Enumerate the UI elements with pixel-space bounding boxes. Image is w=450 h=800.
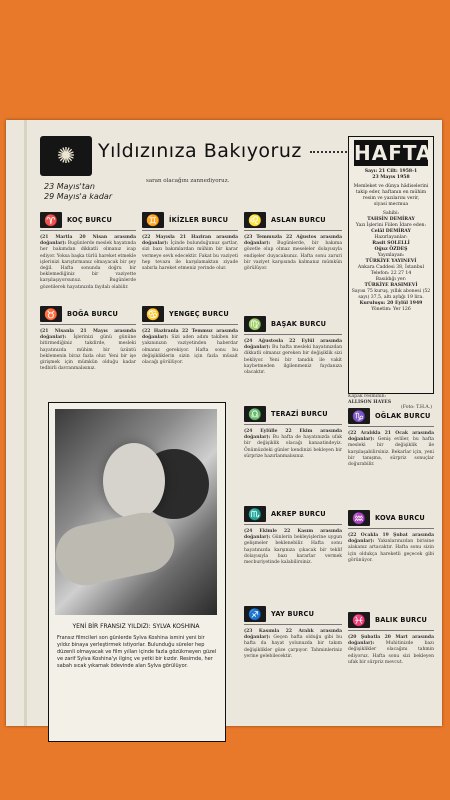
magazine-page xyxy=(6,120,442,726)
page-binding xyxy=(24,120,27,726)
leo-icon: ♌ xyxy=(244,212,266,228)
sign-dates: (23 Kasımla 22 Aralık arasında doğanlar): xyxy=(244,629,342,641)
sign-name: OĞLAK BURCU xyxy=(375,412,431,420)
sign-text: Bugünlerde meslek hayatında her bakımdan dikkatli olmanız icap ediyor. Yoksa başka türlü hareket etmekle işlerinizi karıştırmanız olmayacak bir şey değil. Hafta sonunda doğru bir beklemediğiniz bir vaziyette karşılaşıyorsunuz. Bugünlerde gözetilerek hayatınızda faydalı olabilir. xyxy=(40,241,136,290)
scorpio-icon: ♏ xyxy=(244,506,266,522)
masthead-line: siyasi mecmua xyxy=(373,202,409,207)
aries-icon: ♈ xyxy=(40,212,62,228)
sign-name: TERAZİ BURCU xyxy=(271,410,328,418)
sign-terazi xyxy=(244,406,342,460)
aquarius-icon: ♒ xyxy=(348,510,370,526)
masthead-line: Telefon: 22 27 14 xyxy=(370,271,412,276)
masthead-line: Yönetim: Yer 126 xyxy=(371,307,411,312)
sign-name: İKİZLER BURCU xyxy=(169,216,229,224)
zodiac-wheel-icon: ✺ xyxy=(40,136,92,176)
taurus-icon: ♉ xyxy=(40,306,62,322)
masthead xyxy=(348,136,434,394)
masthead-line: TÜRKİYE BASIMEVİ xyxy=(364,283,418,288)
cancer-icon: ♋ xyxy=(142,306,164,322)
sign-dates: (24 Ekimle 22 Kasım arasında doğanlar): xyxy=(244,529,342,541)
date-to: 29 Mayıs'a kadar xyxy=(44,192,113,201)
masthead-line: Oğuz ÖZDEŞ xyxy=(374,247,408,252)
sign-text: Muhitinizde bazı değişiklikler olacağını tahmin ediyoruz. Hafta sonu sizi bekleyen ufak bir sürpriz mevcut. xyxy=(348,641,434,665)
sign-name: KOÇ BURCU xyxy=(67,216,113,224)
date-range xyxy=(44,182,112,202)
capricorn-icon: ♑ xyxy=(348,408,370,424)
masthead-line: Basıldığı yer: xyxy=(375,277,407,282)
sign-text: Geniş evliler, bu hafta mesleki bir değişiklik ile karşılaşabilirsiniz. Bekarlar için, yeni bir tanışma, sürpriz sonuçlar doğurabilir. xyxy=(348,437,434,468)
masthead-line: Sayısı 75 kuruş, yıllık abonesi (52 sayı) 37,5, altı aylığı 19 lira. xyxy=(351,289,431,300)
sign-ikizler xyxy=(142,212,238,272)
actress-photo xyxy=(55,409,217,615)
sign-dates: (21 Nisanla 21 Mayıs arasında doğanlar): xyxy=(40,329,136,341)
sign-aslan xyxy=(244,212,342,272)
masthead-line: TÜRKİYE YAYINEVİ xyxy=(365,259,417,264)
sign-name: BAŞAK BURCU xyxy=(271,320,327,328)
sign-dates: (21 Martla 20 Nisan arasında doğanlar): xyxy=(40,235,136,247)
sign-name: YENGEÇ BURCU xyxy=(169,310,229,318)
gemini-icon: ♊ xyxy=(142,212,164,228)
sign-yengec xyxy=(142,306,238,366)
sign-text: Bugünlerde, bir bakıma gözetle olup olmaz meseleler dolayısıyla endişeler duyacaksınız. Hafta sonu zaruri bir vaziyet karşısında kalmanız mümkün görülüyor. xyxy=(244,241,343,272)
masthead-line: Celâl DEMİRAY xyxy=(371,229,411,234)
photo-box xyxy=(48,402,226,742)
masthead-line: Sahibi: xyxy=(382,211,400,216)
sign-dates: (24 Eylülle 22 Ekim arasında doğanlar): xyxy=(244,429,342,441)
sign-balik xyxy=(348,612,434,666)
cover-caption-credit: (Foto: T.H.A.) xyxy=(401,405,432,410)
sign-akrep xyxy=(244,506,342,566)
sign-text: İşlerinizi günü gününe bitirmediğiniz takdirde, mesleki hayatınızda mühim bir üzüntü beklemenin biraz fazla olur. Yeni bir işe girişmek için mümkün olduğu kadar tedbirli davranmalısınız. xyxy=(40,335,136,372)
sign-text: Geçen hafta olduğu gibi bu hafta da hayat yolunuzda bir takım değişiklikler göze çarpıyor. Tahminleriniz yerine gelebilecektir. xyxy=(244,635,342,659)
masthead-line: Kuruluşu: 20 Eylül 1949 xyxy=(359,301,423,306)
issue-date: 23 Mayıs 1958 xyxy=(372,175,410,180)
intro-text: saran olacağını zannediyoruz. xyxy=(146,178,230,184)
sign-text: İçinde bulunduğunuz şartlar, sizi bazı bakımlardan mühim bir karar vermeye sevk edecektir. Fakat bu vaziyeti hep tevazu ile karşılamaktan ziyade sabırla hareket etmeniz yerinde olur. xyxy=(142,241,238,272)
hafta-logo: HAFTA xyxy=(354,141,433,165)
sign-name: KOVA BURCU xyxy=(375,514,425,522)
sign-dates: (20 Şubatla 20 Mart arasında doğanlar): xyxy=(348,635,434,647)
pisces-icon: ♓ xyxy=(348,612,370,628)
sign-kova xyxy=(348,510,434,564)
sign-dates: (23 Temmuzla 22 Ağustos arasında doğanlar): xyxy=(244,235,342,247)
masthead-line: TAHSİN DEMİRAY xyxy=(367,217,415,222)
sign-oglak xyxy=(348,408,434,468)
sign-text: Yakınlarınızdan birisine alakanız artacaktır. Hafta sonu sizin için oldukça hareketli geçecek gibi görünüyor. xyxy=(348,539,434,563)
libra-icon: ♎ xyxy=(244,406,266,422)
sign-dates: (22 Mayısla 21 Haziran arasında doğanlar): xyxy=(142,235,238,247)
cover-caption xyxy=(348,394,432,411)
sign-basak xyxy=(244,316,342,376)
masthead-line: Rasit SOLELLİ xyxy=(372,241,410,246)
masthead-line: Yayınlayan: xyxy=(377,253,405,258)
masthead-line: Yazı İşlerini Fiilen İdare eden: xyxy=(355,223,427,228)
page-title: Yıldızınıza Bakıyoruz xyxy=(98,140,370,162)
virgo-icon: ♍ xyxy=(244,316,266,332)
photo-caption-title: YENİ BİR FRANSIZ YILDIZI: SYLVA KOSHINA xyxy=(72,623,200,630)
sign-dates: (24 Ağustosla 22 Eylül arasında doğanlar): xyxy=(244,339,342,351)
sagittarius-icon: ♐ xyxy=(244,606,266,622)
masthead-line: Memleket ve dünya hâdiselerini takip eder, haftanın en mühim resim ve yazılarını verir, xyxy=(353,184,429,201)
sign-yay xyxy=(244,606,342,660)
sign-text: Sizi aden adım takiben bir yakınınızın vaziyetinden haberdar olmanız gerekiyor. Hafta sonu bu değişikliklerin sizin için fazla müsait olacağı görülüyor. xyxy=(142,335,238,366)
cover-caption-name: ALLISON HAYES xyxy=(348,399,392,405)
sign-text: Bu hafta de hayatınızda ufak bir değişiklik olacağı kanaatindeyiz. Önümüzdeki günler kendinizi bekleyen bir sürprize hazırlanmalısınız. xyxy=(244,435,342,459)
masthead-line: Hazırlayanlar: xyxy=(374,235,408,240)
photo-caption-text: Fransız filmcileri son günlerde Sylva Koshina ismini yeni bir yıldız binaya yerleştirmek istiyorlar. Bulunduğu süreler hep düzenli olmayacak ve film yılları içinde fazla gözükmeyen güzel ve zarif Sylva Koshina'yı ilginç ve yetki bir kızdır. Resimde, her sabah sıcak yıkamak ödevinde alan Sylva görülüyor. xyxy=(57,635,217,669)
sign-name: BOĞA BURCU xyxy=(67,310,119,318)
sign-dates: (22 Haziranla 22 Temmuz arasında doğanlar): xyxy=(142,329,238,341)
sign-name: ASLAN BURCU xyxy=(271,216,326,224)
sign-koc xyxy=(40,212,136,291)
sign-name: AKREP BURCU xyxy=(271,510,326,518)
issue-line: Sayı: 21 Cilt: 1958-1 xyxy=(364,169,418,174)
sign-name: YAY BURCU xyxy=(271,610,315,618)
sign-dates: (22 Ocakla 19 Şubat arasında doğanlar): xyxy=(348,533,434,545)
sign-name: BALIK BURCU xyxy=(375,616,428,624)
cover-caption-title: Kapak resminin: xyxy=(348,394,387,399)
sign-boga xyxy=(40,306,136,372)
sign-text: Günlerin bekleyişlerine uygun gelişmeler beklenebilir. Hafta sonu hayatınızda karşınıza çıkacak bir teklif dolayısıyla bazı kararlar vermek mecburiyetinde kalabilirsiniz. xyxy=(244,535,342,566)
date-from: 23 Mayıs'tan xyxy=(44,182,95,191)
sign-dates: (22 Aralıkla 21 Ocak arasında doğanlar): xyxy=(348,431,434,443)
sign-text: Bu hafta mesleki hayatınızdan dikkatli olmanız gereken bir değişiklik sizi bekliyor. Yeni bir tanıdık ile vakit kaybetmeden ilgilenmeniz faydanıza olacaktır. xyxy=(244,345,342,376)
masthead-line: Ankara Caddesi 38, İstanbul xyxy=(357,265,425,270)
